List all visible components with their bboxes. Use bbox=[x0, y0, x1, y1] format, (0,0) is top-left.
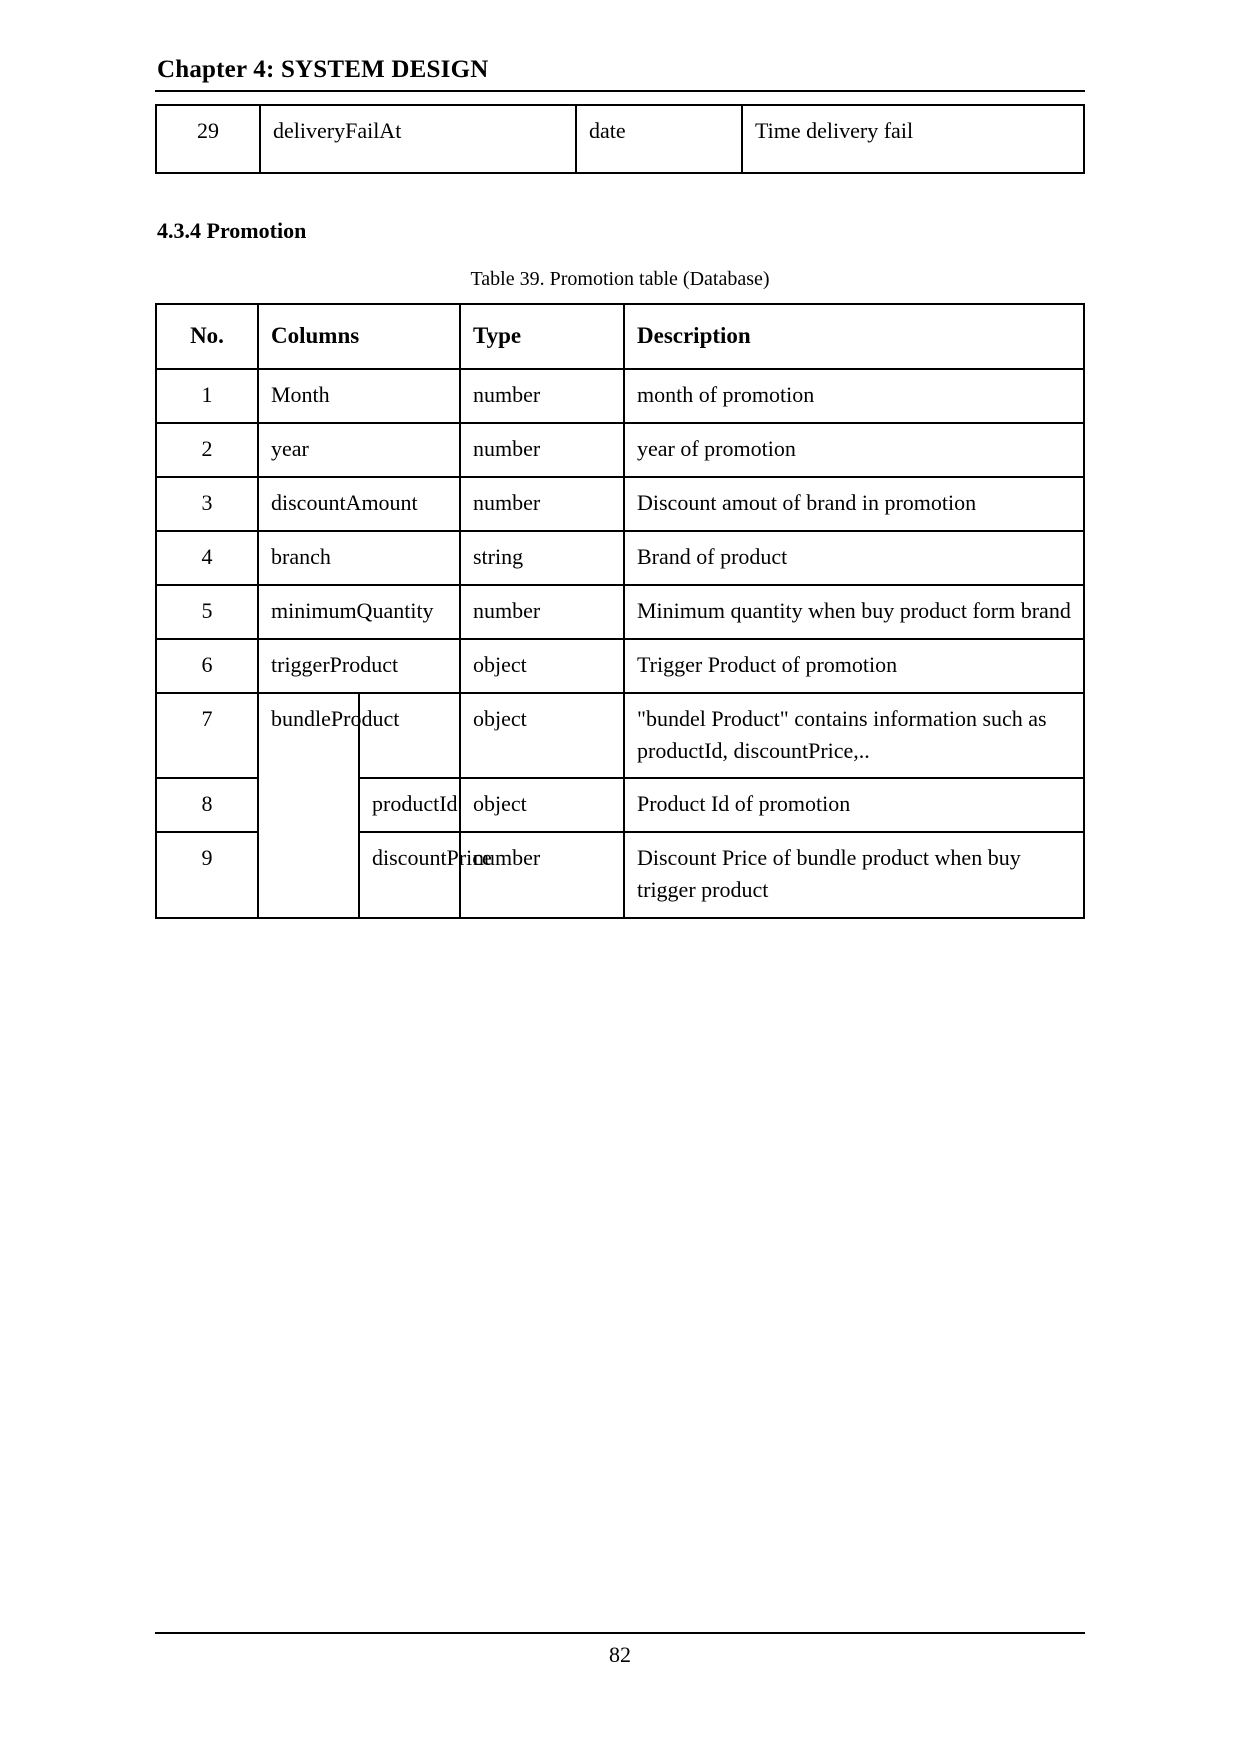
header-columns: Columns bbox=[258, 304, 460, 369]
cell-description: Product Id of promotion bbox=[624, 778, 1084, 832]
cell-no: 1 bbox=[156, 369, 258, 423]
cell-no: 9 bbox=[156, 832, 258, 918]
cell-column: bundleProduct bbox=[258, 693, 359, 918]
cell-column: triggerProduct bbox=[258, 639, 460, 693]
cell-no: 8 bbox=[156, 778, 258, 832]
cell-column: discountAmount bbox=[258, 477, 460, 531]
cell-description: Time delivery fail bbox=[742, 105, 1084, 173]
table-row bbox=[156, 369, 1084, 423]
cell-description: Brand of product bbox=[624, 531, 1084, 585]
header-divider bbox=[155, 90, 1085, 92]
cell-subcolumn: discountPrice bbox=[359, 832, 460, 918]
promotion-table bbox=[155, 303, 1085, 919]
cell-type: number bbox=[460, 477, 624, 531]
cell-column: year bbox=[258, 423, 460, 477]
delivery-table bbox=[155, 104, 1085, 174]
cell-no: 29 bbox=[156, 105, 260, 173]
cell-description: year of promotion bbox=[624, 423, 1084, 477]
cell-description: Discount amout of brand in promotion bbox=[624, 477, 1084, 531]
table-row bbox=[156, 423, 1084, 477]
cell-type: date bbox=[576, 105, 742, 173]
cell-type: object bbox=[460, 693, 624, 779]
cell-column: branch bbox=[258, 531, 460, 585]
cell-description: Minimum quantity when buy product form brand bbox=[624, 585, 1084, 639]
cell-type: number bbox=[460, 423, 624, 477]
header-type: Type bbox=[460, 304, 624, 369]
table-row bbox=[156, 585, 1084, 639]
table-caption: Table 39. Promotion table (Database) bbox=[470, 268, 770, 290]
cell-subcolumn: productId bbox=[359, 778, 460, 832]
cell-no: 2 bbox=[156, 423, 258, 477]
table-row bbox=[156, 477, 1084, 531]
cell-no: 3 bbox=[156, 477, 258, 531]
section-heading: 4.3.4 Promotion bbox=[157, 218, 307, 243]
page-number: 82 bbox=[609, 1642, 631, 1667]
table-row bbox=[156, 105, 1084, 173]
page-footer bbox=[155, 1632, 1085, 1668]
table-row bbox=[156, 531, 1084, 585]
cell-column: Month bbox=[258, 369, 460, 423]
header-description: Description bbox=[624, 304, 1084, 369]
cell-type: object bbox=[460, 778, 624, 832]
header-no: No. bbox=[156, 304, 258, 369]
cell-no: 7 bbox=[156, 693, 258, 779]
cell-no: 5 bbox=[156, 585, 258, 639]
cell-description: Trigger Product of promotion bbox=[624, 639, 1084, 693]
footer-divider bbox=[155, 1632, 1085, 1634]
chapter-title: Chapter 4: SYSTEM DESIGN bbox=[157, 56, 489, 83]
cell-description: Discount Price of bundle product when buy trigger product bbox=[624, 832, 1084, 918]
table-row bbox=[156, 639, 1084, 693]
cell-type: number bbox=[460, 832, 624, 918]
cell-type: string bbox=[460, 531, 624, 585]
cell-column: deliveryFailAt bbox=[260, 105, 576, 173]
page-header bbox=[155, 56, 1085, 92]
cell-type: number bbox=[460, 369, 624, 423]
cell-description: month of promotion bbox=[624, 369, 1084, 423]
cell-type: number bbox=[460, 585, 624, 639]
table-header-row bbox=[156, 304, 1084, 369]
cell-type: object bbox=[460, 639, 624, 693]
table-row bbox=[156, 693, 1084, 779]
cell-no: 6 bbox=[156, 639, 258, 693]
cell-description: "bundel Product" contains information such as productId, discountPrice,.. bbox=[624, 693, 1084, 779]
cell-no: 4 bbox=[156, 531, 258, 585]
cell-column: minimumQuantity bbox=[258, 585, 460, 639]
